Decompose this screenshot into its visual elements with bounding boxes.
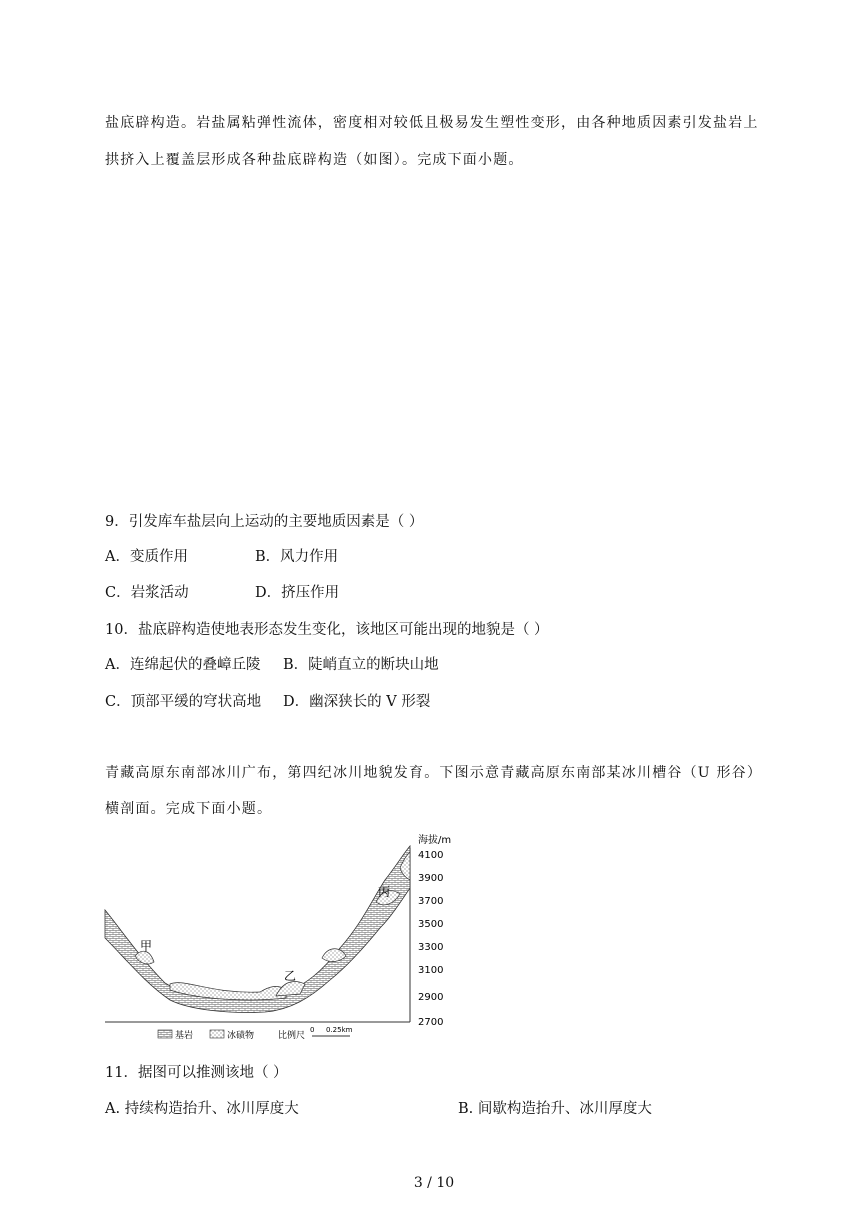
intro2-line-2: 横剖面。完成下面小题。	[105, 801, 273, 817]
question-11-option-b: B. 间歇构造抬升、冰川厚度大	[458, 1101, 652, 1117]
scale-zero: 0	[310, 1026, 315, 1034]
tick-label: 3900	[418, 873, 444, 884]
question-10-option-d: D．幽深狭长的 V 形裂	[283, 694, 431, 710]
page-number: 3 / 10	[413, 1175, 455, 1191]
intro-line-1: 盐底辟构造。岩盐属粘弹性流体，密度相对较低且极易发生塑性变形，由各种地质因素引发盐岩上	[105, 115, 759, 131]
legend-moraine-swatch	[210, 1030, 224, 1038]
question-10-stem: 10．盐底辟构造使地表形态发生变化，该地区可能出现的地貌是（ ）	[105, 622, 549, 638]
legend-rock-label: 基岩	[175, 1031, 194, 1041]
question-9-stem: 9．引发库车盐层向上运动的主要地质因素是（ ）	[105, 514, 424, 530]
question-9-option-c: C．岩浆活动	[105, 585, 189, 601]
tick-label: 4100	[418, 850, 444, 861]
label-jia: 甲	[140, 939, 153, 953]
question-10-option-a: A．连绵起伏的叠嶂丘陵	[105, 657, 261, 673]
question-11-stem: 11．据图可以推测该地（ ）	[105, 1065, 288, 1081]
question-9-option-b: B．风力作用	[255, 549, 339, 565]
bedrock-band	[105, 846, 410, 1013]
axis-title: 海拔/m	[418, 835, 452, 846]
question-11-option-a: A. 持续构造抬升、冰川厚度大	[105, 1101, 299, 1117]
legend-moraine-label: 冰碛物	[227, 1031, 255, 1041]
intro2-line-1: 青藏高原东南部冰川广布，第四纪冰川地貌发育。下图示意青藏高原东南部某冰川槽谷（U 形谷）	[105, 765, 763, 781]
question-9-option-a: A．变质作用	[105, 549, 188, 565]
tick-label: 2900	[418, 992, 444, 1003]
tick-label: 3700	[418, 896, 444, 907]
tick-label: 3300	[418, 942, 444, 953]
scale-value: 0.25km	[326, 1026, 353, 1034]
tick-label: 3500	[418, 919, 444, 930]
question-9-option-d: D．挤压作用	[255, 585, 340, 601]
label-bing: 丙	[378, 885, 391, 899]
legend-scale-label: 比例尺	[278, 1031, 306, 1041]
tick-label: 2700	[418, 1017, 444, 1028]
tick-label: 3100	[418, 965, 444, 976]
intro-line-2: 拱挤入上覆盖层形成各种盐底辟构造（如图）。完成下面小题。	[105, 152, 524, 168]
label-yi: 乙	[284, 969, 297, 983]
legend-rock-swatch	[158, 1030, 172, 1038]
question-10-option-b: B．陡峭直立的断块山地	[283, 657, 439, 673]
question-10-option-c: C．顶部平缓的穹状高地	[105, 694, 262, 710]
glacial-valley-cross-section	[100, 828, 460, 1043]
